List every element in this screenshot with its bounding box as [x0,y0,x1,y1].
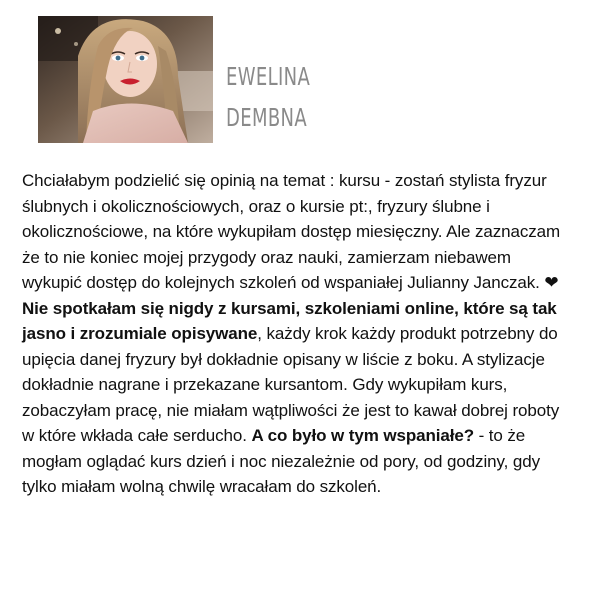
reviewer-last-name: DEMBNA [226,103,308,132]
review-paragraph-2 [22,296,572,500]
review-text [22,168,572,500]
review-paragraph-1: Chciałabym podzielić się opinią na temat : kursu - zostań stylista fryzur ślubnych i okolicznościowych, oraz o kursie pt:, fryzury ślubne i okolicznościowe, na które wykupiłam dostęp miesięczny. Ale zaznaczam że to nie koniec mojej przygody oraz nauki, zamierzam niebawem wykupić dostęp do kolejnych szkoleń od wspaniałej Julianny Janczak. ❤ [22,171,561,292]
reviewer-first-name: EWELINA [226,62,311,91]
review-highlight-2: A co było w tym wspaniałe? [251,426,474,445]
review-text-1: , każdy krok każdy produkt potrzebny do upięcia danej fryzury był dokładnie opisany w liście z boku. A stylizacje dokładnie nagrane i przekazane kursantom. Gdy wykupiłam kurs, zobaczyłam pracę, nie miałam wątpliwości że jest to kawał dobrej roboty w które wkłada całe serducho. [22,324,560,445]
portrait-photo-icon [38,16,213,143]
profile-header [38,16,538,144]
reviewer-name [226,56,310,138]
review-text-2: - to że mogłam oglądać kurs dzień i noc niezależnie od pory, od godziny, gdy tylko miałam wolną chwilę wracałam do szkoleń. [22,426,540,496]
profile-photo [38,16,213,143]
review-highlight-1: Nie spotkałam się nigdy z kursami, szkoleniami online, które są tak jasno i zrozumiale opisywane [22,298,557,343]
